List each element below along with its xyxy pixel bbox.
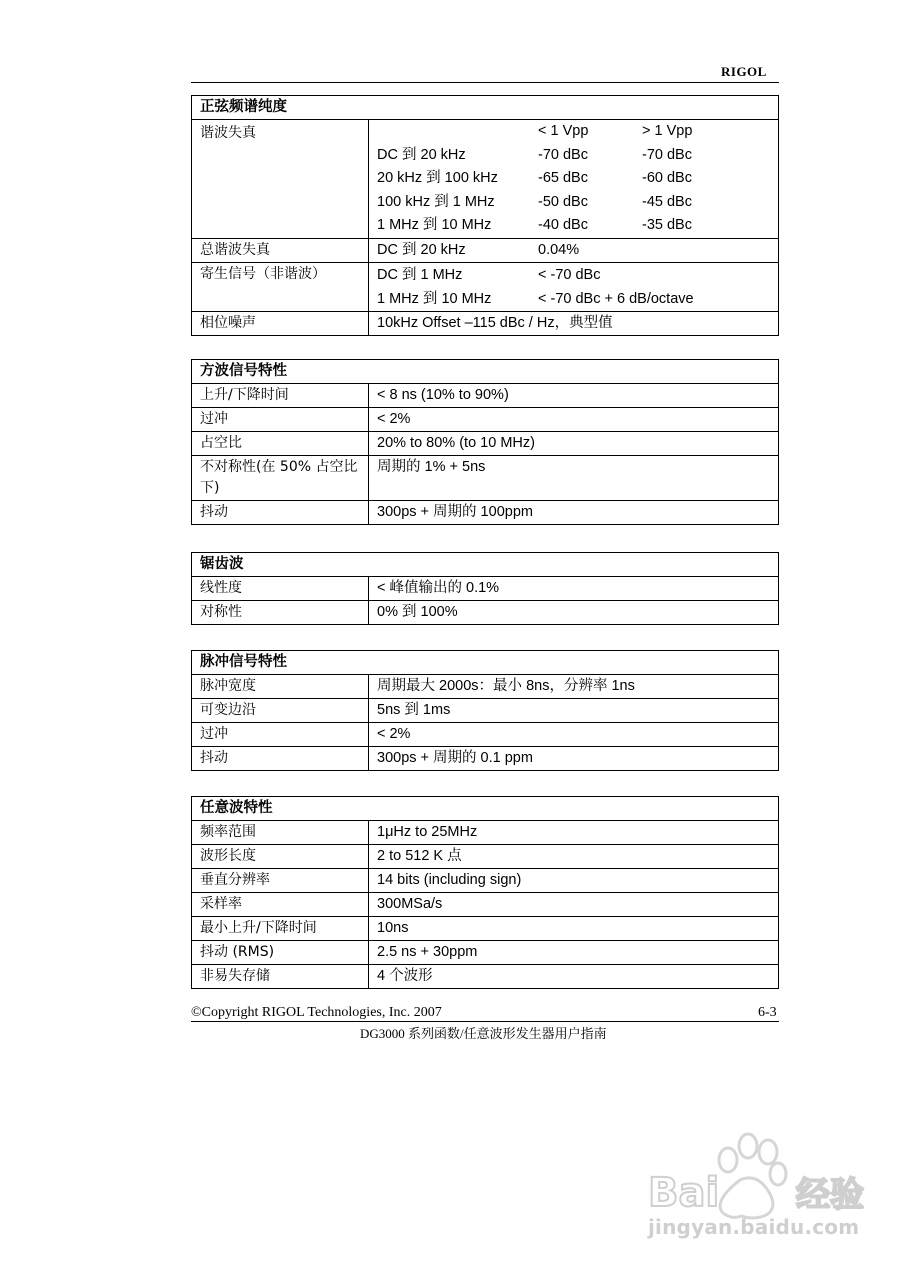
table-row [192,311,779,335]
square-table [191,359,779,525]
footer-subtitle: DG3000 系列函数/任意波形发生器用户指南 [360,1026,607,1041]
row-label: 占空比 [192,432,369,456]
section-title: 正弦频谱纯度 [192,96,779,120]
section-title: 任意波特性 [192,797,779,821]
row-label: 寄生信号（非谐波） [192,262,369,311]
row-label: 波形长度 [192,845,369,869]
sine-purity-table [191,95,779,336]
harmonic-range: 20 kHz 到 100 kHz [377,170,498,186]
harmonic-col-low: < 1 Vpp [538,123,589,139]
harmonic-values [369,120,779,239]
table-row [192,501,779,525]
section-title: 锯齿波 [192,553,779,577]
row-value: < 2% [369,723,779,747]
table-row [192,601,779,625]
row-value: 10kHz Offset –115 dBc / Hz，典型值 [369,311,779,335]
arb-table [191,796,779,989]
row-label: 采样率 [192,893,369,917]
row-label: 非易失存储 [192,965,369,989]
table-row [192,699,779,723]
row-value: 1μHz to 25MHz [369,821,779,845]
table-row [192,893,779,917]
thd-value: 0.04% [538,241,580,258]
harmonic-value: -50 dBc [538,193,588,210]
row-value: 10ns [369,917,779,941]
table-row [192,747,779,771]
table-row [192,120,779,239]
row-label: 脉冲宽度 [192,675,369,699]
footer-rule [191,1021,779,1022]
row-label: 频率范围 [192,821,369,845]
row-value: 周期最大 2000s：最小 8ns，分辨率 1ns [369,675,779,699]
row-label: 对称性 [192,601,369,625]
table-row [192,821,779,845]
row-label: 垂直分辨率 [192,869,369,893]
section-title: 脉冲信号特性 [192,651,779,675]
row-value: < 2% [369,408,779,432]
harmonic-value: -65 dBc [538,170,588,186]
row-label: 抖动 [192,501,369,525]
harmonic-value: -60 dBc [642,170,692,186]
harmonic-col-high: > 1 Vpp [642,123,693,139]
row-label: 谐波失真 [192,120,369,239]
watermark-text: jingyan.baidu.com [648,1215,860,1239]
spurious-range: DC 到 1 MHz [377,266,463,283]
table-row [192,965,779,989]
ramp-table [191,552,779,625]
pulse-table [191,650,779,771]
row-value: 周期的 1% + 5ns [369,456,779,501]
harmonic-range: 100 kHz 到 1 MHz [377,193,495,210]
table-row [192,845,779,869]
table-row [192,408,779,432]
harmonic-range: 1 MHz 到 10 MHz [377,217,492,233]
table-row [192,262,779,311]
row-label: 不对称性(在 50% 占空比下) [192,456,369,501]
row-label: 抖动 [192,747,369,771]
row-label: 抖动 (RMS) [192,941,369,965]
table-row [192,917,779,941]
header-rule [191,82,779,83]
watermark-logo-text: Bai [648,1170,720,1216]
table-row [192,941,779,965]
spurious-value: < -70 dBc [538,266,601,283]
harmonic-value: -70 dBc [642,146,692,163]
row-value: 300MSa/s [369,893,779,917]
row-label: 最小上升/下降时间 [192,917,369,941]
row-value: < 8 ns (10% to 90%) [369,384,779,408]
table-row [192,238,779,262]
harmonic-value: -45 dBc [642,193,692,210]
brand-label: RIGOL [721,64,767,79]
table-row [192,432,779,456]
spurious-range: 1 MHz 到 10 MHz [377,290,492,307]
harmonic-range: DC 到 20 kHz [377,146,466,163]
row-value: 2 to 512 K 点 [369,845,779,869]
watermark-logo-text-2: 经验 [796,1175,864,1215]
table-row [192,869,779,893]
row-value: 0% 到 100% [369,601,779,625]
copyright: ©Copyright RIGOL Technologies, Inc. 2007 [191,1005,442,1020]
row-value: 300ps + 周期的 0.1 ppm [369,747,779,771]
harmonic-range [377,120,538,144]
row-label: 过冲 [192,408,369,432]
harmonic-value: -70 dBc [538,146,588,163]
spurious-value: < -70 dBc + 6 dB/octave [538,290,694,307]
row-value: 5ns 到 1ms [369,699,779,723]
row-value: 2.5 ns + 30ppm [369,941,779,965]
row-label: 过冲 [192,723,369,747]
row-label: 可变边沿 [192,699,369,723]
table-row [192,384,779,408]
section-title: 方波信号特性 [192,360,779,384]
row-value: 14 bits (including sign) [369,869,779,893]
table-row [192,577,779,601]
page-number: 6-3 [758,1005,777,1020]
row-value: 20% to 80% (to 10 MHz) [369,432,779,456]
row-label: 上升/下降时间 [192,384,369,408]
table-row [192,723,779,747]
row-value: 300ps + 周期的 100ppm [369,501,779,525]
table-row [192,456,779,501]
row-value: < 峰值输出的 0.1% [369,577,779,601]
row-label: 总谐波失真 [192,238,369,262]
spurious-values [369,262,779,311]
table-row [192,675,779,699]
row-value: 4 个波形 [369,965,779,989]
harmonic-value: -35 dBc [642,217,692,233]
row-label: 相位噪声 [192,311,369,335]
thd-range: DC 到 20 kHz [377,241,466,258]
thd-values [369,238,779,262]
row-label: 线性度 [192,577,369,601]
harmonic-value: -40 dBc [538,217,588,233]
